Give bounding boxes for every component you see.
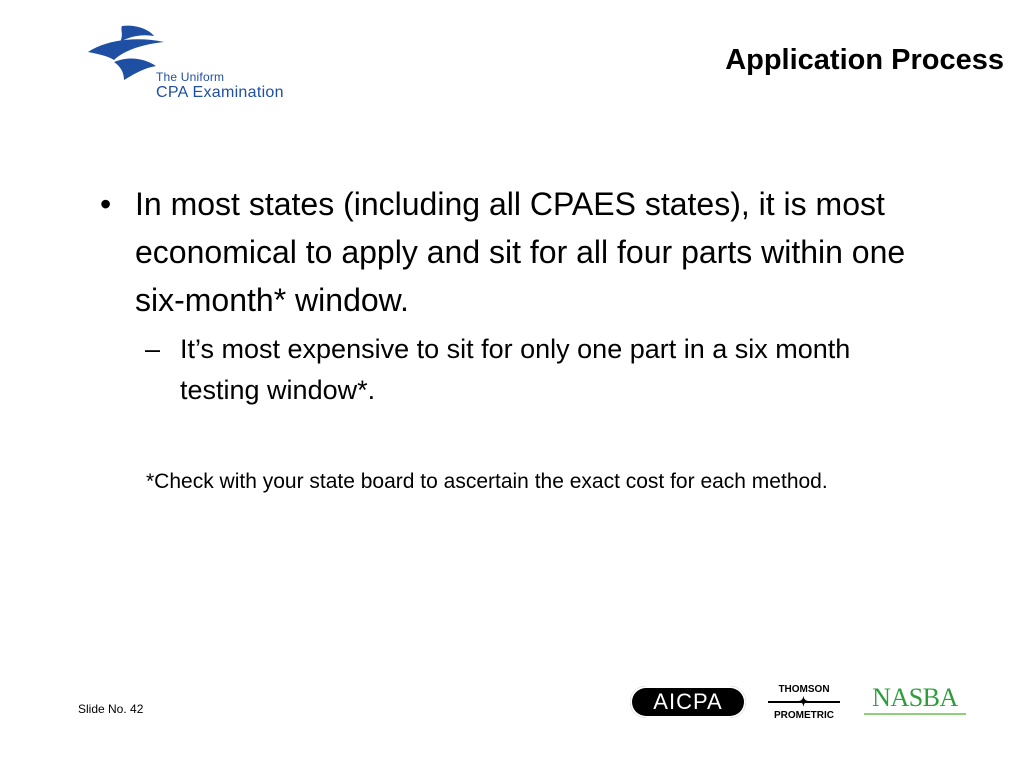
sponsor-logos xyxy=(630,684,975,724)
bullet-level2 xyxy=(145,329,900,411)
footnote: *Check with your state board to ascertain the exact cost for each method. xyxy=(146,470,828,493)
bullet-dash-icon: – xyxy=(145,334,161,364)
bullet-level1 xyxy=(100,180,960,324)
bullet-level1-text: In most states (including all CPAES states), it is most economical to apply and sit for all four parts within one six-month* window. xyxy=(135,186,906,318)
thomson-text: THOMSON xyxy=(778,684,830,695)
aicpa-logo: AICPA xyxy=(630,686,746,718)
slide-title: Application Process xyxy=(725,44,1004,76)
slide-body xyxy=(100,180,960,411)
thomson-prometric-logo xyxy=(764,684,844,724)
logo-text-line1: The Uniform xyxy=(156,70,225,84)
bullet-level2-text: It’s most expensive to sit for only one part in a six month testing window*. xyxy=(180,334,851,405)
star-icon: ✦ xyxy=(798,694,809,709)
nasba-wordmark: NASBA xyxy=(872,683,958,712)
bullet-dot-icon: • xyxy=(100,186,112,222)
cpa-exam-logo xyxy=(84,22,304,104)
logo-text-line2: CPA Examination xyxy=(156,84,284,101)
prometric-text: PROMETRIC xyxy=(774,710,834,721)
nasba-subtitle-line xyxy=(864,713,966,715)
slide-number: Slide No. 42 xyxy=(78,702,144,716)
nasba-logo xyxy=(858,684,972,724)
